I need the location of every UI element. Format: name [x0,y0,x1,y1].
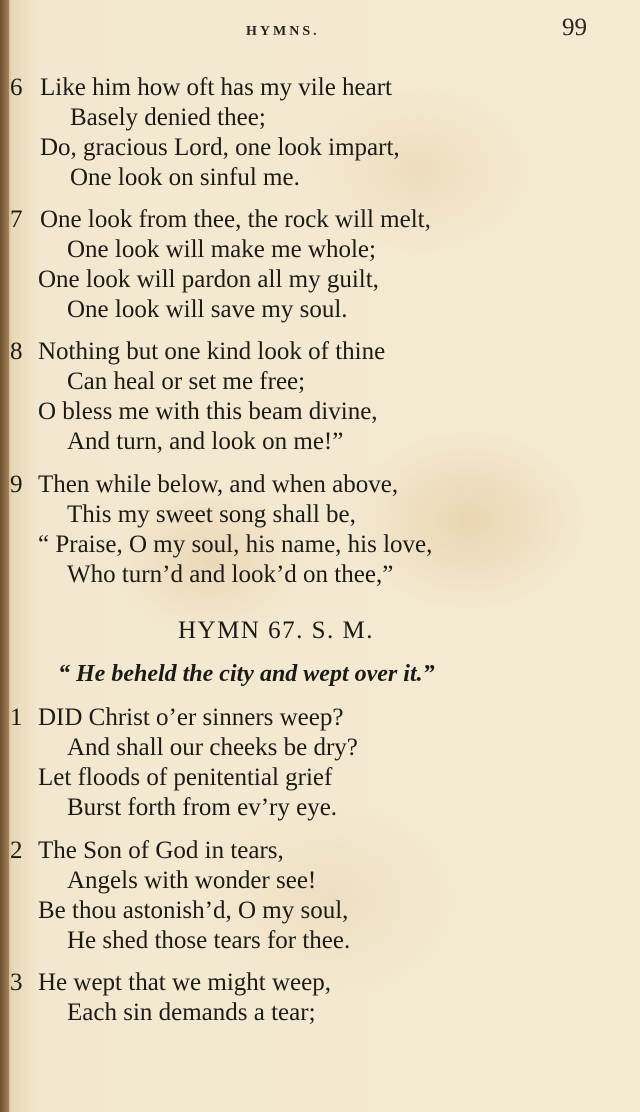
verse-line: He wept that we might weep, [38,969,331,996]
stanza-number: 3 [10,969,23,996]
page-number: 99 [562,14,587,41]
verse-line: Like him how oft has my vile heart [40,74,393,101]
verse-line: Be thou astonish’d, O my soul, [38,897,349,924]
verse-line: This my sweet song shall be, [67,501,356,528]
verse-line: And turn, and look on me!” [67,428,344,455]
verse-line: Basely denied thee; [70,104,266,131]
stanza-number: 8 [10,338,23,365]
stanza-number: 1 [10,704,23,731]
verse-line: Who turn’d and look’d on thee,” [67,561,394,588]
hymn-title: HYMN 67. S. M. [178,617,375,644]
verse-line: Angels with wonder see! [67,867,317,894]
verse-line: He shed those tears for thee. [67,927,351,954]
verse-line: Nothing but one kind look of thine [38,338,386,365]
verse-line: One look on sinful me. [70,164,300,191]
stanza-number: 2 [10,837,23,864]
verse-line: DID Christ o’er sinners weep? [38,704,344,731]
verse-line: “ Praise, O my soul, his name, his love, [38,531,433,558]
stanza-number: 6 [10,74,23,101]
page-gutter [0,0,9,1112]
verse-line: One look from thee, the rock will melt, [40,206,431,233]
verse-line: Can heal or set me free; [67,368,306,395]
stanza-number: 9 [10,471,23,498]
verse-line: One look will make me whole; [67,236,376,263]
verse-line: And shall our cheeks be dry? [67,734,358,761]
running-head: HYMNS. [246,24,320,39]
verse-line: O bless me with this beam divine, [38,398,378,425]
verse-line: One look will pardon all my guilt, [38,266,379,293]
verse-line: The Son of God in tears, [38,837,284,864]
verse-line: Then while below, and when above, [38,471,399,498]
verse-line: Do, gracious Lord, one look impart, [40,134,400,161]
verse-line: Each sin demands a tear; [67,999,316,1026]
verse-line: Let floods of penitential grief [38,764,333,791]
verse-line: One look will save my soul. [67,296,348,323]
hymn-epigraph: “ He beheld the city and wept over it.” [58,661,435,687]
verse-line: Burst forth from ev’ry eye. [67,794,338,821]
stanza-number: 7 [10,206,23,233]
